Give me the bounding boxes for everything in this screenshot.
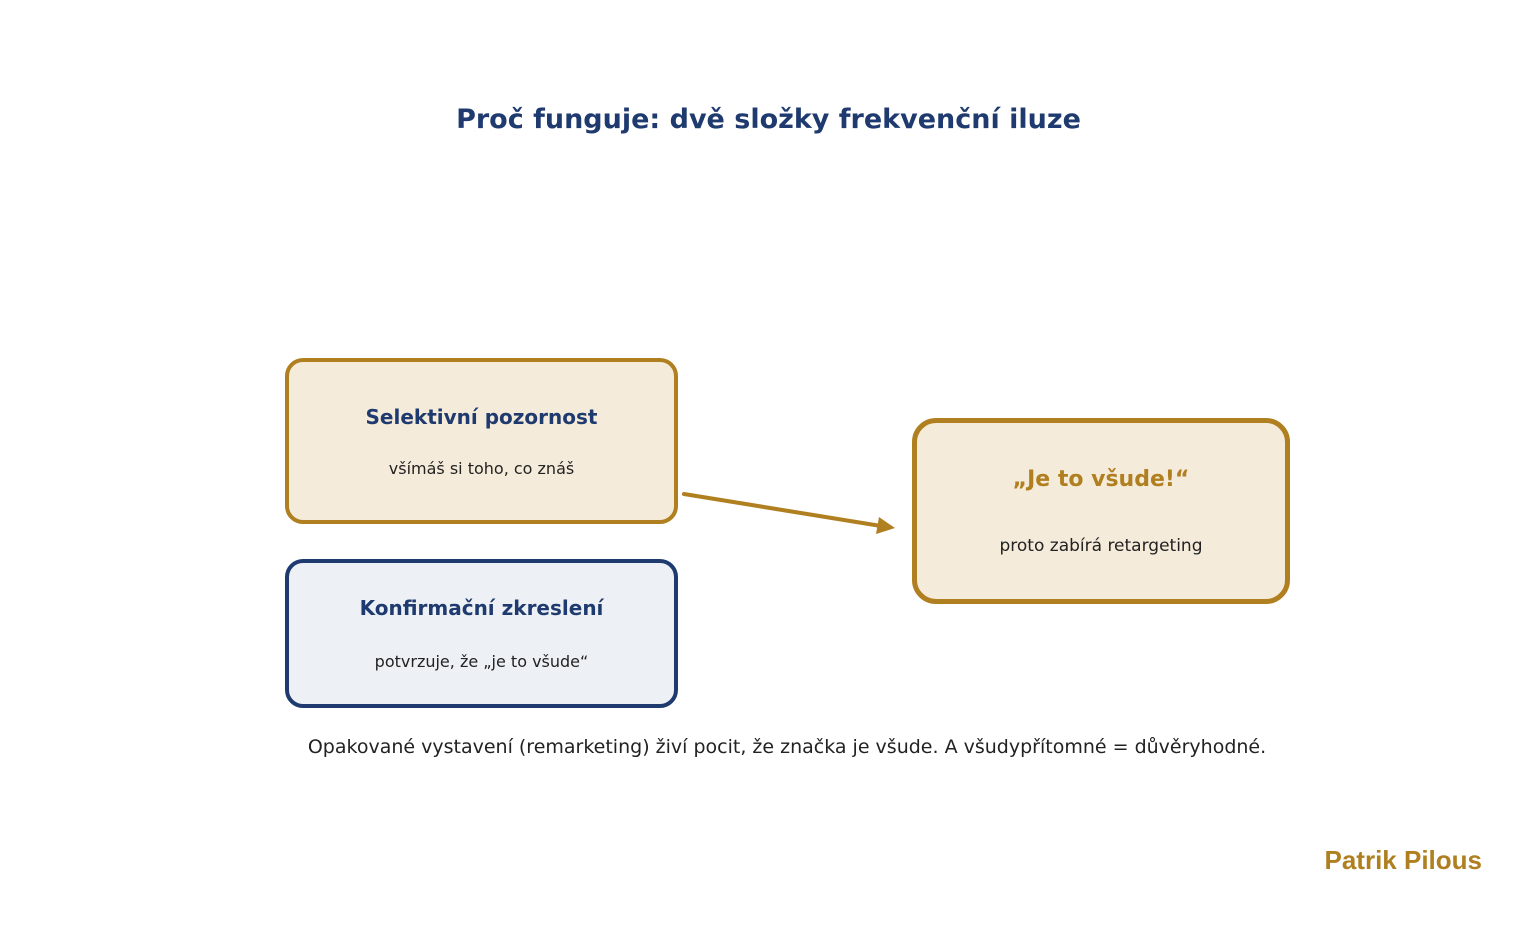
confirmation-bias-box bbox=[285, 559, 678, 708]
selective-attention-box bbox=[285, 358, 678, 524]
selective-attention-subtitle: všímáš si toho, co znáš bbox=[388, 458, 575, 478]
diagram-title: Proč funguje: dvě složky frekvenční iluze bbox=[456, 104, 1081, 135]
confirmation-bias-title: Konfirmační zkreslení bbox=[359, 596, 604, 620]
selective-attention-title: Selektivní pozornost bbox=[365, 404, 598, 429]
author-logo: Patrik Pilous bbox=[1324, 845, 1482, 875]
everywhere-result-box bbox=[912, 418, 1290, 604]
everywhere-result-subtitle: proto zabírá retargeting bbox=[999, 535, 1203, 556]
everywhere-result-title: „Je to všude!“ bbox=[1012, 466, 1190, 492]
caption-text: Opakované vystavení (remarketing) živí pocit, že značka je všude. A všudypřítomné = důvěryhodné. bbox=[307, 736, 1267, 758]
confirmation-bias-subtitle: potvrzuje, že „je to všude“ bbox=[374, 652, 589, 671]
